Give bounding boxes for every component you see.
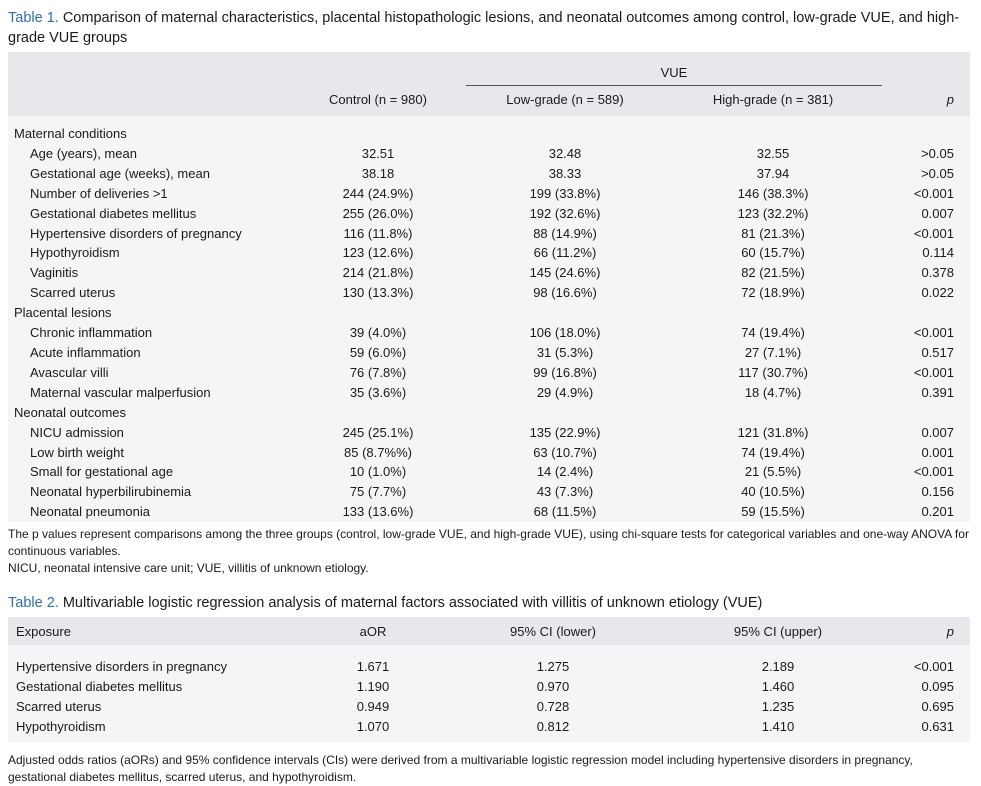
table1-title: Comparison of maternal characteristics, placental histopathologic lesions, and neonatal outcomes among control, low-grade VUE, and high-grade VUE groups: [8, 10, 960, 46]
row-label: Hypertensive disorders of pregnancy: [30, 225, 242, 241]
row-label: Acute inflammation: [30, 344, 141, 360]
cell-high-grade: 74 (19.4%): [741, 325, 805, 341]
cell-low-grade: 199 (33.8%): [529, 185, 601, 201]
cell-p-value: <0.001: [913, 364, 954, 380]
col-header-ci-lower: 95% CI (lower): [438, 617, 668, 645]
cell-control: 123 (12.6%): [342, 245, 414, 261]
cell-p-value: 0.391: [921, 384, 954, 400]
table1: [8, 52, 970, 522]
col-header-low-grade: Low-grade (n = 589): [466, 82, 664, 116]
cell-low-grade: 106 (18.0%): [529, 325, 601, 341]
cell-ci-upper: 1.410: [761, 718, 795, 734]
cell-p-value: 0.517: [921, 344, 954, 360]
cell-control: 10 (1.0%): [349, 464, 407, 480]
section-title: Neonatal outcomes: [14, 404, 127, 420]
cell-p-value: >0.05: [921, 145, 954, 161]
table2-title: Multivariable logistic regression analysis of maternal factors associated with villitis of unknown etiology (VUE): [58, 595, 763, 612]
cell-ci-lower: 0.728: [536, 698, 570, 714]
col-header-control: Control (n = 980): [290, 82, 466, 116]
cell-p-value: <0.001: [913, 325, 954, 341]
col-header-ci-upper: 95% CI (upper): [668, 617, 888, 645]
cell-high-grade: 32.55: [756, 145, 790, 161]
row-label: NICU admission: [30, 424, 124, 440]
table1-label: Table 1.: [8, 10, 59, 26]
table2: [8, 617, 970, 742]
row-label: Low birth weight: [30, 444, 124, 460]
table-row: [8, 184, 970, 204]
row-label: Neonatal hyperbilirubinemia: [30, 484, 192, 500]
cell-p-value: 0.022: [921, 285, 954, 301]
row-label: Age (years), mean: [30, 145, 137, 161]
col-header-p: p: [882, 82, 970, 116]
table2-header-row: [8, 617, 970, 645]
row-label: Neonatal pneumonia: [30, 504, 150, 520]
cell-control: 130 (13.3%): [342, 285, 414, 301]
table-row: [8, 443, 970, 463]
col-header-p: p: [888, 617, 970, 645]
cell-low-grade: 66 (11.2%): [533, 245, 597, 261]
cell-low-grade: 63 (10.7%): [533, 444, 597, 460]
vue-group-header: VUE: [466, 52, 882, 82]
row-label: Chronic inflammation: [30, 325, 153, 341]
cell-aor: 1.671: [356, 659, 390, 675]
row-label: Maternal vascular malperfusion: [30, 384, 211, 400]
cell-aor: 1.190: [356, 678, 390, 694]
cell-p-value: 0.201: [921, 504, 954, 520]
cell-ci-upper: 1.460: [761, 678, 795, 694]
cell-ci-upper: 2.189: [761, 659, 795, 675]
cell-p-value: 0.007: [921, 424, 954, 440]
cell-ci-lower: 0.812: [536, 718, 570, 734]
cell-control: 76 (7.8%): [349, 364, 407, 380]
col-header-high-grade: High-grade (n = 381): [664, 82, 882, 116]
cell-low-grade: 88 (14.9%): [533, 225, 597, 241]
cell-p-value: 0.001: [921, 444, 954, 460]
cell-high-grade: 146 (38.3%): [737, 185, 809, 201]
cell-exposure: Hypothyroidism: [16, 718, 106, 734]
row-label: Gestational age (weeks), mean: [30, 165, 210, 181]
cell-p-value: 0.095: [921, 678, 954, 694]
table2-label: Table 2.: [8, 595, 59, 612]
cell-high-grade: 82 (21.5%): [741, 265, 805, 281]
cell-low-grade: 135 (22.9%): [529, 424, 601, 440]
table1-caption: [8, 8, 970, 48]
cell-ci-lower: 0.970: [536, 678, 570, 694]
cell-low-grade: 29 (4.9%): [536, 384, 594, 400]
table-row: [8, 677, 970, 697]
row-label: Small for gestational age: [30, 464, 174, 480]
cell-high-grade: 123 (32.2%): [737, 205, 809, 221]
table-row: [8, 462, 970, 482]
cell-control: 75 (7.7%): [349, 484, 407, 500]
cell-exposure: Hypertensive disorders in pregnancy: [16, 659, 227, 675]
table-row: [8, 263, 970, 283]
row-label: Number of deliveries >1: [30, 185, 168, 201]
cell-control: 255 (26.0%): [342, 205, 414, 221]
cell-p-value: 0.631: [921, 718, 954, 734]
cell-control: 38.18: [361, 165, 395, 181]
table2-body: [8, 645, 970, 742]
table2-note: Adjusted odds ratios (aORs) and 95% confidence intervals (CIs) were derived from a multivariable logistic regression model including hypertensive disorders in pregnancy, gestational diabetes mellitus, scarred uterus, and hypothyroidism.: [8, 753, 913, 785]
cell-p-value: >0.05: [921, 165, 954, 181]
cell-high-grade: 81 (21.3%): [741, 225, 805, 241]
section-header-row: [8, 124, 970, 144]
section-header-row: [8, 403, 970, 423]
cell-low-grade: 145 (24.6%): [529, 265, 601, 281]
cell-control: 245 (25.1%): [342, 424, 414, 440]
vue-underline: [466, 85, 882, 86]
cell-low-grade: 68 (11.5%): [533, 504, 597, 520]
cell-low-grade: 192 (32.6%): [529, 205, 601, 221]
cell-low-grade: 98 (16.6%): [533, 285, 597, 301]
cell-control: 133 (13.6%): [342, 504, 414, 520]
table-row: [8, 144, 970, 164]
cell-high-grade: 60 (15.7%): [741, 245, 805, 261]
cell-p-value: <0.001: [913, 185, 954, 201]
table1-body: [8, 116, 970, 522]
col-header-aor: aOR: [308, 617, 438, 645]
cell-ci-lower: 1.275: [536, 659, 570, 675]
row-label: Vaginitis: [30, 265, 79, 281]
table-row: [8, 363, 970, 383]
table-row: [8, 343, 970, 363]
table-row: [8, 323, 970, 343]
cell-p-value: 0.695: [921, 698, 954, 714]
cell-p-value: 0.156: [921, 484, 954, 500]
row-label: Scarred uterus: [30, 285, 116, 301]
cell-high-grade: 117 (30.7%): [738, 364, 808, 380]
col-header-exposure: Exposure: [8, 617, 308, 645]
cell-low-grade: 99 (16.8%): [533, 364, 597, 380]
table1-note: NICU, neonatal intensive care unit; VUE, villitis of unknown etiology.: [8, 561, 369, 576]
cell-ci-upper: 1.235: [761, 698, 795, 714]
cell-p-value: 0.378: [921, 265, 954, 281]
cell-high-grade: 21 (5.5%): [744, 464, 802, 480]
cell-low-grade: 31 (5.3%): [536, 344, 594, 360]
cell-high-grade: 121 (31.8%): [737, 424, 809, 440]
row-label: Hypothyroidism: [30, 245, 120, 261]
table-row: [8, 283, 970, 303]
cell-low-grade: 14 (2.4%): [536, 464, 594, 480]
cell-control: 85 (8.7%%): [344, 444, 412, 460]
cell-high-grade: 27 (7.1%): [744, 344, 802, 360]
page-content: [8, 8, 970, 786]
cell-p-value: <0.001: [913, 225, 954, 241]
cell-exposure: Scarred uterus: [16, 698, 102, 714]
table1-column-header-row: [8, 82, 970, 116]
cell-control: 32.51: [361, 145, 395, 161]
cell-control: 214 (21.8%): [342, 265, 414, 281]
row-label: Gestational diabetes mellitus: [30, 205, 197, 221]
table-row: [8, 383, 970, 403]
cell-high-grade: 37.94: [756, 165, 790, 181]
table2-caption: [8, 593, 970, 613]
table-row: [8, 243, 970, 263]
table-row: [8, 164, 970, 184]
cell-control: 116 (11.8%): [343, 225, 413, 241]
cell-p-value: <0.001: [913, 464, 954, 480]
row-label: Avascular villi: [30, 364, 109, 380]
cell-low-grade: 32.48: [548, 145, 582, 161]
cell-control: 244 (24.9%): [342, 185, 414, 201]
table1-notes: [8, 526, 970, 577]
table-row: [8, 204, 970, 224]
cell-control: 39 (4.0%): [349, 325, 407, 341]
cell-high-grade: 72 (18.9%): [741, 285, 805, 301]
cell-low-grade: 38.33: [548, 165, 582, 181]
cell-high-grade: 74 (19.4%): [741, 444, 805, 460]
cell-high-grade: 18 (4.7%): [744, 384, 802, 400]
table-row: [8, 657, 970, 677]
section-title: Maternal conditions: [14, 126, 127, 141]
table-row: [8, 423, 970, 443]
section-title: Placental lesions: [14, 305, 112, 321]
cell-p-value: <0.001: [913, 659, 954, 675]
cell-aor: 0.949: [356, 698, 390, 714]
table-row: [8, 502, 970, 522]
cell-high-grade: 59 (15.5%): [741, 504, 805, 520]
cell-control: 35 (3.6%): [349, 384, 407, 400]
cell-control: 59 (6.0%): [349, 344, 407, 360]
table-row: [8, 697, 970, 717]
cell-p-value: 0.114: [922, 245, 954, 261]
cell-low-grade: 43 (7.3%): [536, 484, 594, 500]
cell-aor: 1.070: [356, 718, 390, 734]
table1-note: The p values represent comparisons among the three groups (control, low-grade VUE, and high-grade VUE), using chi-square tests for categorical variables and one-way ANOVA for continuous variables.: [8, 527, 969, 559]
cell-p-value: 0.007: [921, 205, 954, 221]
cell-exposure: Gestational diabetes mellitus: [16, 678, 183, 694]
cell-high-grade: 40 (10.5%): [741, 484, 805, 500]
table1-vue-header-row: [8, 52, 970, 82]
table-row: [8, 482, 970, 502]
section-header-row: [8, 303, 970, 323]
table-row: [8, 224, 970, 244]
table-row: [8, 717, 970, 737]
